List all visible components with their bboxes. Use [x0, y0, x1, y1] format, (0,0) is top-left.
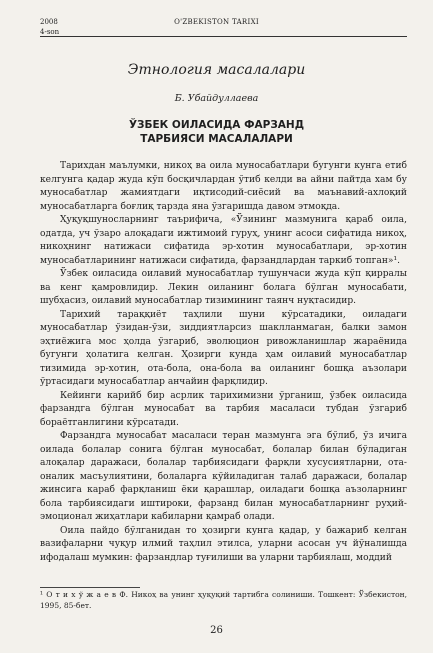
footnote	[40, 590, 407, 611]
page-number: 26	[210, 625, 223, 636]
header-year: 2008	[40, 18, 58, 26]
article-author: Б. Убайдуллаева	[174, 93, 259, 104]
body-paragraph-7: Оила пайдо бўлганидан то ҳозирги кунга қадар, у бажариб келган вазифаларни чуқур илмий таҳлил этилса, уларни асосан уч йўналишда ифодалаш мумкин: фарзандлар туғилиши ва уларни тарбиялаш, моддий	[40, 525, 407, 563]
header-issue: 4-son	[40, 28, 60, 36]
body-paragraph-3: Ўзбек оиласида оилавий муносабатлар тушунчаси жуда кўп қирралы ва кенг қамровлидир. Лекин оиланинг болага бўлган муносабати, шубҳасиз, оилавий муносабатлар тизимининг таянч нуқтасидир.	[40, 269, 407, 306]
article-title	[0, 118, 433, 146]
header-rule	[40, 36, 407, 37]
header-journal-title: O'ZBEKISTON TARIXI	[174, 18, 259, 26]
article-body	[40, 160, 407, 565]
body-paragraph-2: Ҳуқуқшуносларнинг таърифича, «Ўзининг мазмунига қараб оила, одатда, уч ўзаро алоқадаги ижтимоий гуруҳ, унинг асоси сифатида никоҳ, никоҳнинг натижаси сифатида эр-хотин муносабатлари, эр-хотин муносабатларининг натижаси сифатида, фарзандлардан таркиб топган»¹.	[40, 215, 407, 266]
body-paragraph-4: Тарихий тараққиёт таҳлили шуни кўрсатадики, оиладаги муносабатлар ўзидан-ўзи, зиддиятларсиз шаклланмаган, балки замон эҳтиёжига мос ҳолда ўзгариб, эволюцион ривожланишлар жараёнида бугунги ҳолатига келган. Ҳозирги кунда ҳам оилавий муносабатлар тизимида эр-хотин, ота-бола, она-бола ва оиланинг бошқа аъзолари ўртасидаги муносабатлар анчайин фарқлидир.	[40, 309, 407, 387]
article-title-line-1: ЎЗБЕК ОИЛАСИДА ФАРЗАНД	[128, 119, 305, 131]
body-paragraph-1: Тарихдан маълумки, никоҳ ва оила муносабатлари бугунги кунга етиб келгунга қадар жуда кўп босқичлардан ўтиб келди ва айни пайтда хам бу муносабатлар жамиятдаги иқтисодий-сиёсий ва маънавий-ахлоқий муносабатларга боғлиқ тарзда яна ўзгаришда давом этмоқда.	[40, 161, 407, 212]
article-title-line-2: ТАРБИЯСИ МАСАЛАЛАРИ	[140, 133, 293, 145]
footnote-rule	[40, 587, 140, 588]
body-paragraph-6: Фарзандга муносабат масаласи теран мазмунга эга бўлиб, ўз ичига оилада болалар сонига бўлган муносабат, болалар билан бўладиган алоқалар даражаси, болалар тарбиясидаги фарқли хусусиятларни, ота-оналик масъулиятини, болаларга кўйиладиган талаб даражаси, болалар жинсига караб фарқланиш ёки қарашлар, оиладаги бошқа аъзоларнинг бола тарбиясидаги иштироки, фарзанд билан муносабатларнинг руҳий-эмоционал жиҳатлари кабиларни қамраб олади.	[40, 431, 407, 522]
footnote-text: Никоҳ ва унинг ҳуқуқий тартибга солиниши. Тошкент: Ўзбекистон, 1995, 85-бет.	[40, 590, 408, 610]
body-paragraph-5: Кейинги карийб бир асрлик тарихимизни ўрганиш, ўзбек оиласида фарзандга бўлган муносабат ва тарбия масаласи тубдан ўзгариб бораётганлигини кўрсатади.	[40, 390, 407, 428]
section-title: Этнология масалалари	[127, 62, 306, 78]
footnote-author: О т и х ў ж а е в Ф.	[46, 590, 128, 599]
footnote-marker: ¹	[40, 590, 44, 599]
